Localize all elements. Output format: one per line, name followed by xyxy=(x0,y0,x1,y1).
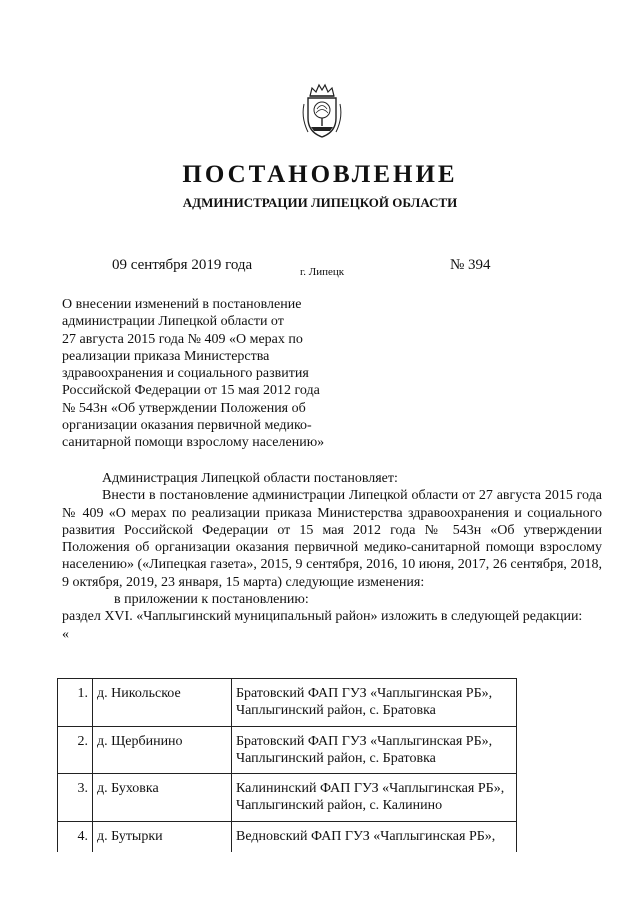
row-organization xyxy=(232,821,517,852)
table-row xyxy=(58,774,517,822)
org-line: Чаплыгинский район, с. Братовка xyxy=(236,750,436,766)
row-organization xyxy=(232,679,517,727)
org-line: Братовский ФАП ГУЗ «Чаплыгинская РБ», xyxy=(236,733,493,749)
subject-line: здравоохранения и социального развития xyxy=(62,366,309,382)
subject-line: О внесении изменений в постановление xyxy=(62,297,302,312)
row-locality: д. Щербинино xyxy=(93,726,232,774)
org-line: Калининский ФАП ГУЗ «Чаплыгинская РБ», xyxy=(236,781,505,797)
fap-table xyxy=(57,678,517,852)
document-date: 09 сентября 2019 года xyxy=(112,257,253,273)
row-number: 1. xyxy=(58,679,93,727)
org-line: Братовский ФАП ГУЗ «Чаплыгинская РБ», xyxy=(236,686,493,701)
subject-line: Российской Федерации от 15 мая 2012 года xyxy=(62,383,320,399)
org-line: Чаплыгинский район, с. Калинино xyxy=(236,798,443,814)
body-paragraph-amendment: Внести в постановление администрации Липецкой области от 27 августа 2015 года № 409 «О мерах по реализации приказа Министерства здравоохранения и социального развития Российской Федерации от 15 мая 2012 года № 543н «Об утверждении Положения об организации оказания первичной медико-санитарной помощи взрослому населению» («Липецкая газета», 2015, 9 сентября, 2016, 10 июня, 2017, 26 сентября, 2018, 9 октября, 2019, 23 января, 15 марта) следующие изменения: xyxy=(62,488,602,590)
row-locality: д. Никольское xyxy=(93,679,232,727)
subject-line: реализации приказа Министерства xyxy=(62,348,270,364)
issuing-authority: АДМИНИСТРАЦИИ ЛИПЕЦКОЙ ОБЛАСТИ xyxy=(182,195,458,210)
document-title: ПОСТАНОВЛЕНИЕ xyxy=(182,161,458,188)
body-paragraph-section: раздел XVI. «Чаплыгинский муниципальный район» изложить в следующей редакции: xyxy=(62,609,583,625)
body-paragraph-resolves: Администрация Липецкой области постановляет: xyxy=(102,471,398,486)
table-row xyxy=(58,726,517,774)
table-row xyxy=(58,821,517,852)
document-city: г. Липецк xyxy=(300,266,345,278)
document-number: № 394 xyxy=(450,257,491,273)
org-line: Чаплыгинский район, с. Братовка xyxy=(236,703,436,719)
row-organization xyxy=(232,774,517,822)
body-paragraph-appendix: в приложении к постановлению: xyxy=(114,592,309,608)
row-locality: д. Буховка xyxy=(93,774,232,822)
row-number: 3. xyxy=(58,774,93,822)
document-subject xyxy=(62,296,362,452)
subject-line: № 543н «Об утверждении Положения об xyxy=(62,400,306,416)
subject-line: санитарной помощи взрослому населению» xyxy=(62,435,325,451)
subject-line: администрации Липецкой области от xyxy=(62,314,284,330)
lipetsk-coat-of-arms-icon xyxy=(300,82,344,140)
org-line: Ведновский ФАП ГУЗ «Чаплыгинская РБ», xyxy=(236,828,496,844)
row-number: 4. xyxy=(58,821,93,852)
subject-line: 27 августа 2015 года № 409 «О мерах по xyxy=(62,331,303,347)
row-locality: д. Бутырки xyxy=(93,821,232,852)
row-number: 2. xyxy=(58,726,93,774)
subject-line: организации оказания первичной медико- xyxy=(62,418,312,434)
row-organization xyxy=(232,726,517,774)
table-row xyxy=(58,679,517,727)
opening-quote: « xyxy=(62,626,69,642)
document-body xyxy=(62,470,602,643)
